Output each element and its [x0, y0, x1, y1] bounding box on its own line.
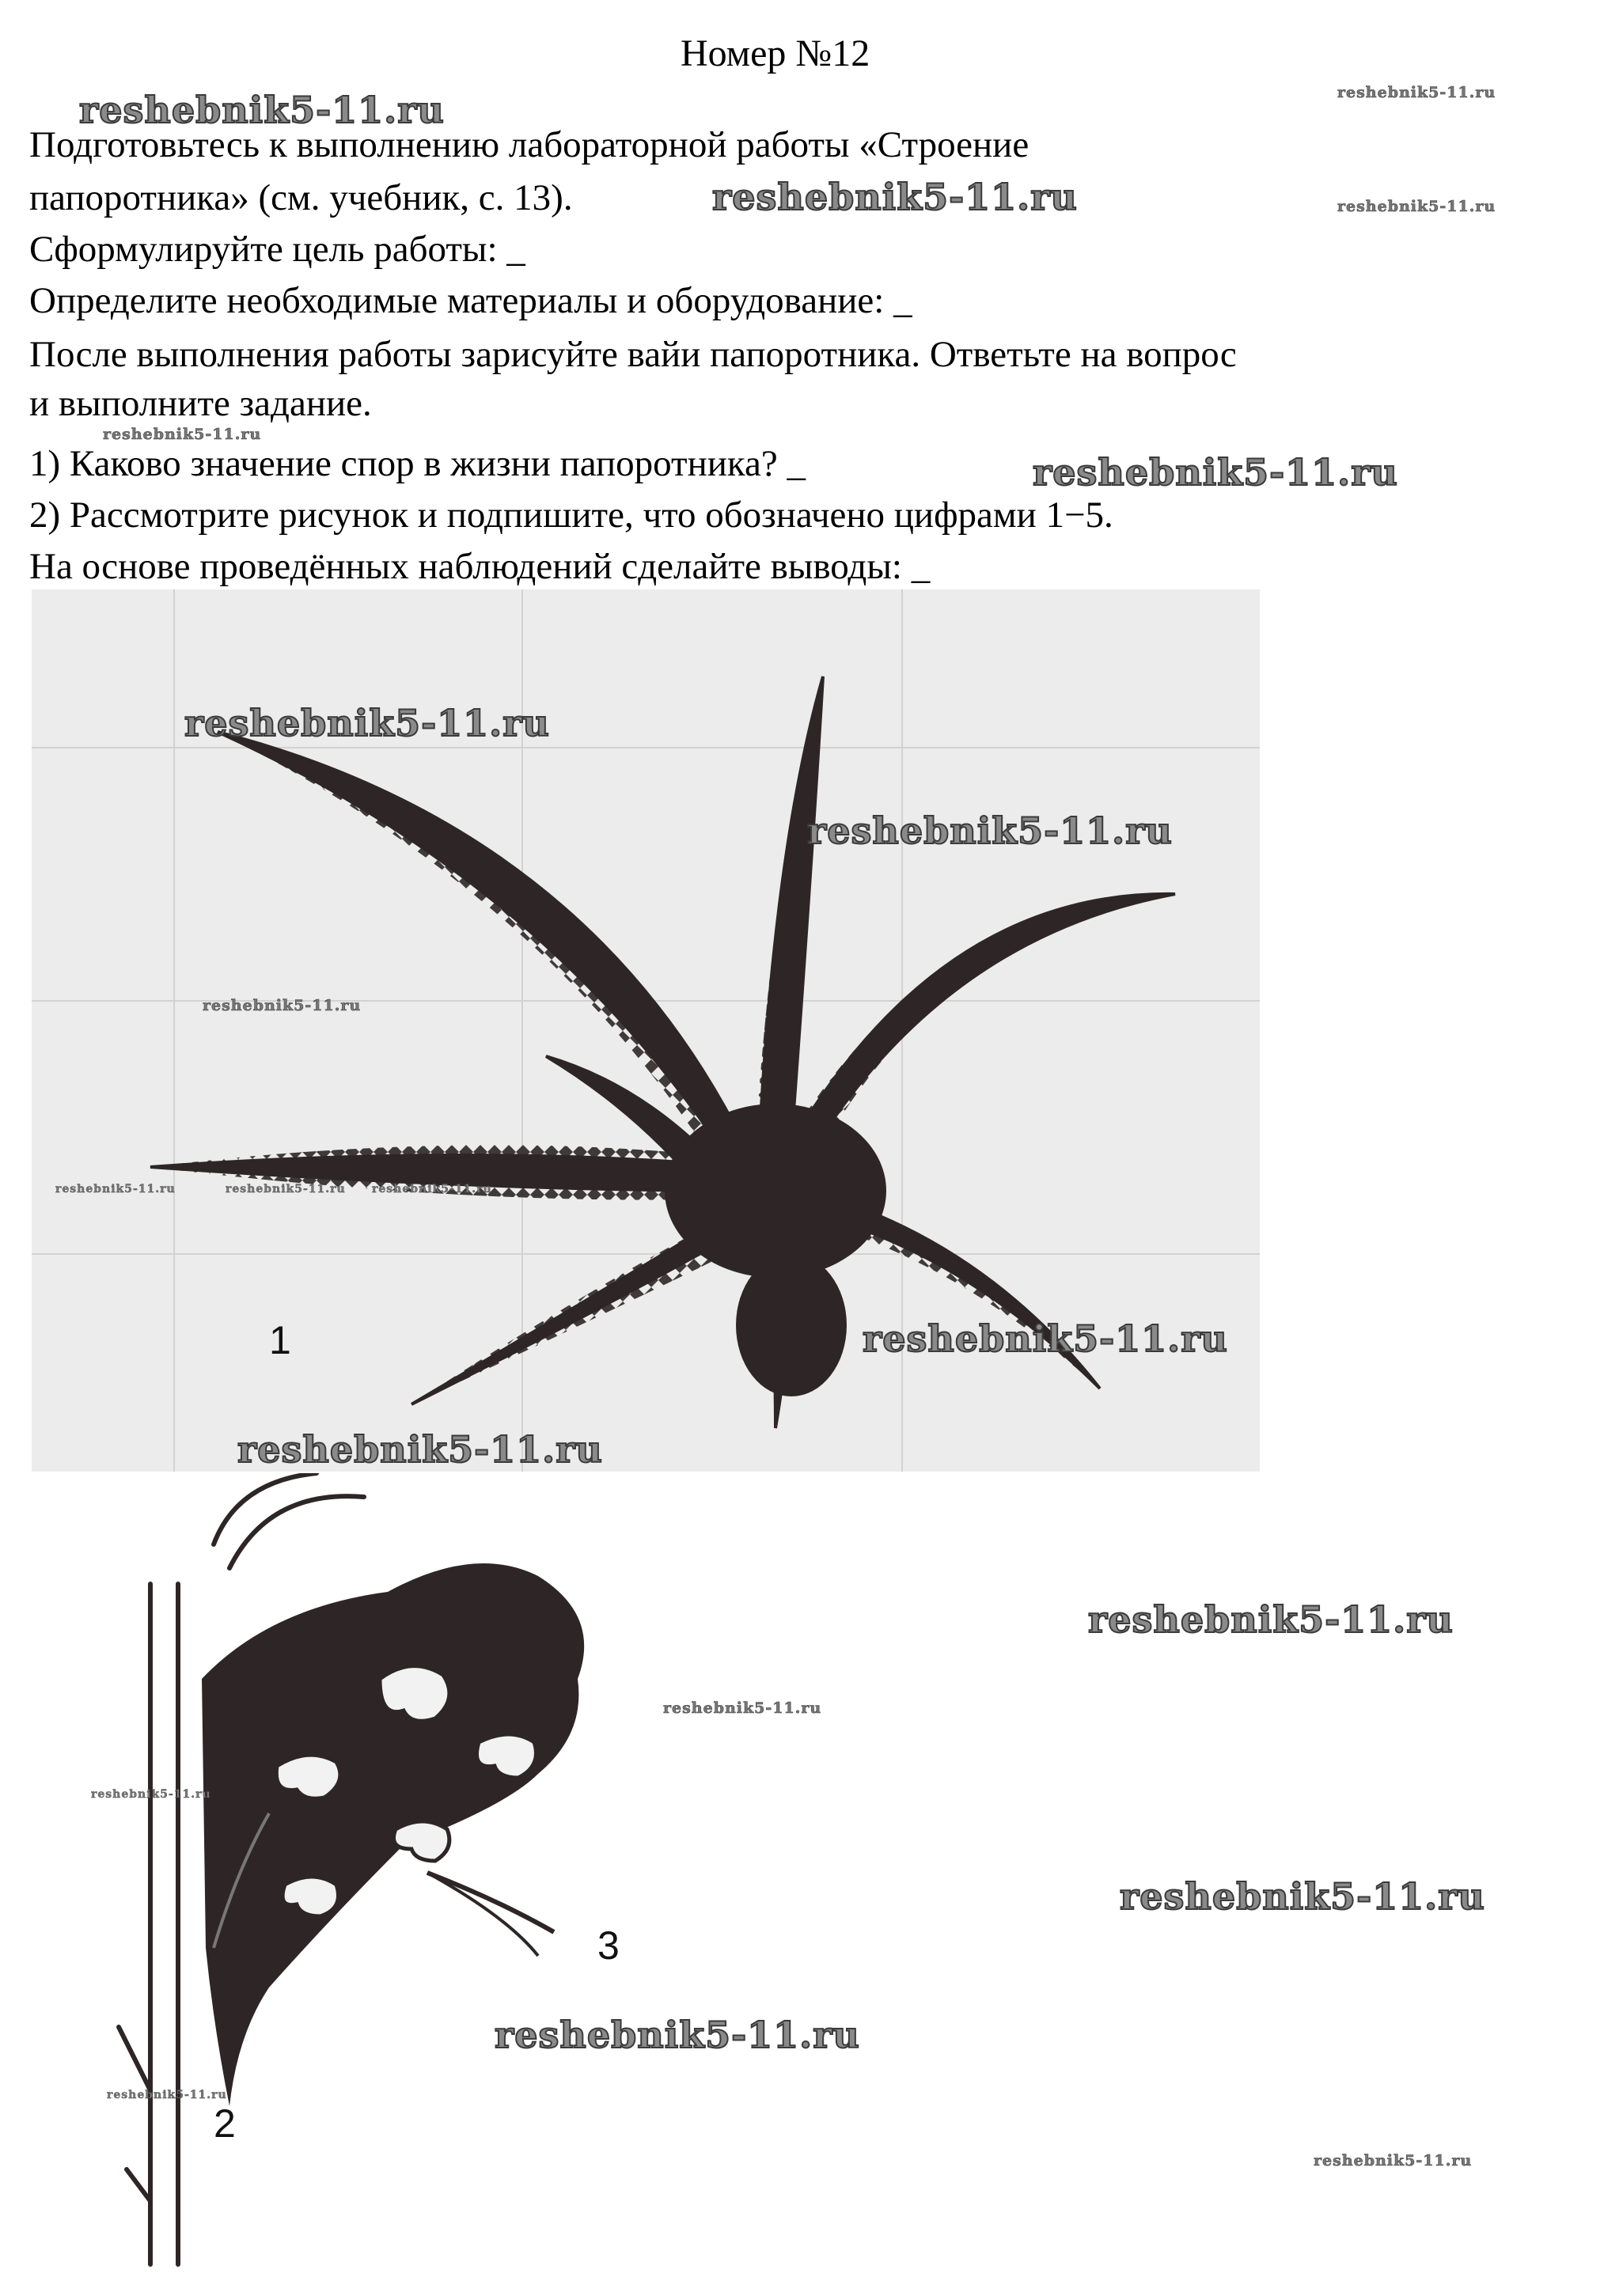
figure-number-1: 1 [269, 1318, 291, 1362]
watermark: reshebnik5-11.ru [663, 1699, 822, 1717]
watermark: reshebnik5-11.ru [203, 997, 362, 1014]
watermark: reshebnik5-11.ru [1120, 1875, 1485, 1918]
watermark: reshebnik5-11.ru [863, 1317, 1228, 1360]
sori-illustration [32, 1473, 699, 2288]
watermark: reshebnik5-11.ru [807, 809, 1173, 852]
figure-number-3: 3 [597, 1923, 620, 1968]
watermark: reshebnik5-11.ru [712, 176, 1078, 218]
watermark: reshebnik5-11.ru [1033, 451, 1398, 494]
task-line-6: и выполните задание. [29, 383, 372, 424]
watermark: reshebnik5-11.ru [226, 1183, 346, 1195]
task-line-4: Определите необходимые материалы и оборудование: _ [29, 280, 912, 321]
page-title: Номер №12 [681, 32, 870, 74]
watermark: reshebnik5-11.ru [1337, 84, 1496, 101]
watermark: reshebnik5-11.ru [103, 426, 262, 443]
watermark: reshebnik5-11.ru [372, 1183, 492, 1195]
task-line-7: 1) Каково значение спор в жизни папоротника? _ [29, 443, 806, 484]
watermark: reshebnik5-11.ru [1337, 198, 1496, 215]
watermark: reshebnik5-11.ru [79, 89, 445, 131]
watermark: reshebnik5-11.ru [55, 1183, 176, 1195]
task-line-9: На основе проведённых наблюдений сделайте выводы: _ [29, 546, 931, 587]
task-line-5: После выполнения работы зарисуйте вайи папоротника. Ответьте на вопрос [29, 334, 1237, 375]
watermark: reshebnik5-11.ru [184, 702, 550, 744]
watermark: reshebnik5-11.ru [1314, 2152, 1473, 2169]
task-line-2: папоротника» (см. учебник, с. 13). [29, 177, 573, 218]
task-line-1: Подготовьтесь к выполнению лабораторной работы «Строение [29, 124, 1030, 165]
watermark: reshebnik5-11.ru [91, 1788, 211, 1801]
task-line-3: Сформулируйте цель работы: _ [29, 229, 525, 270]
watermark: reshebnik5-11.ru [1088, 1598, 1454, 1641]
watermark: reshebnik5-11.ru [495, 2014, 860, 2056]
watermark: reshebnik5-11.ru [237, 1428, 603, 1471]
figure-number-2: 2 [214, 2101, 236, 2146]
watermark: reshebnik5-11.ru [107, 2089, 227, 2101]
task-line-8: 2) Рассмотрите рисунок и подпишите, что обозначено цифрами 1−5. [29, 494, 1113, 536]
